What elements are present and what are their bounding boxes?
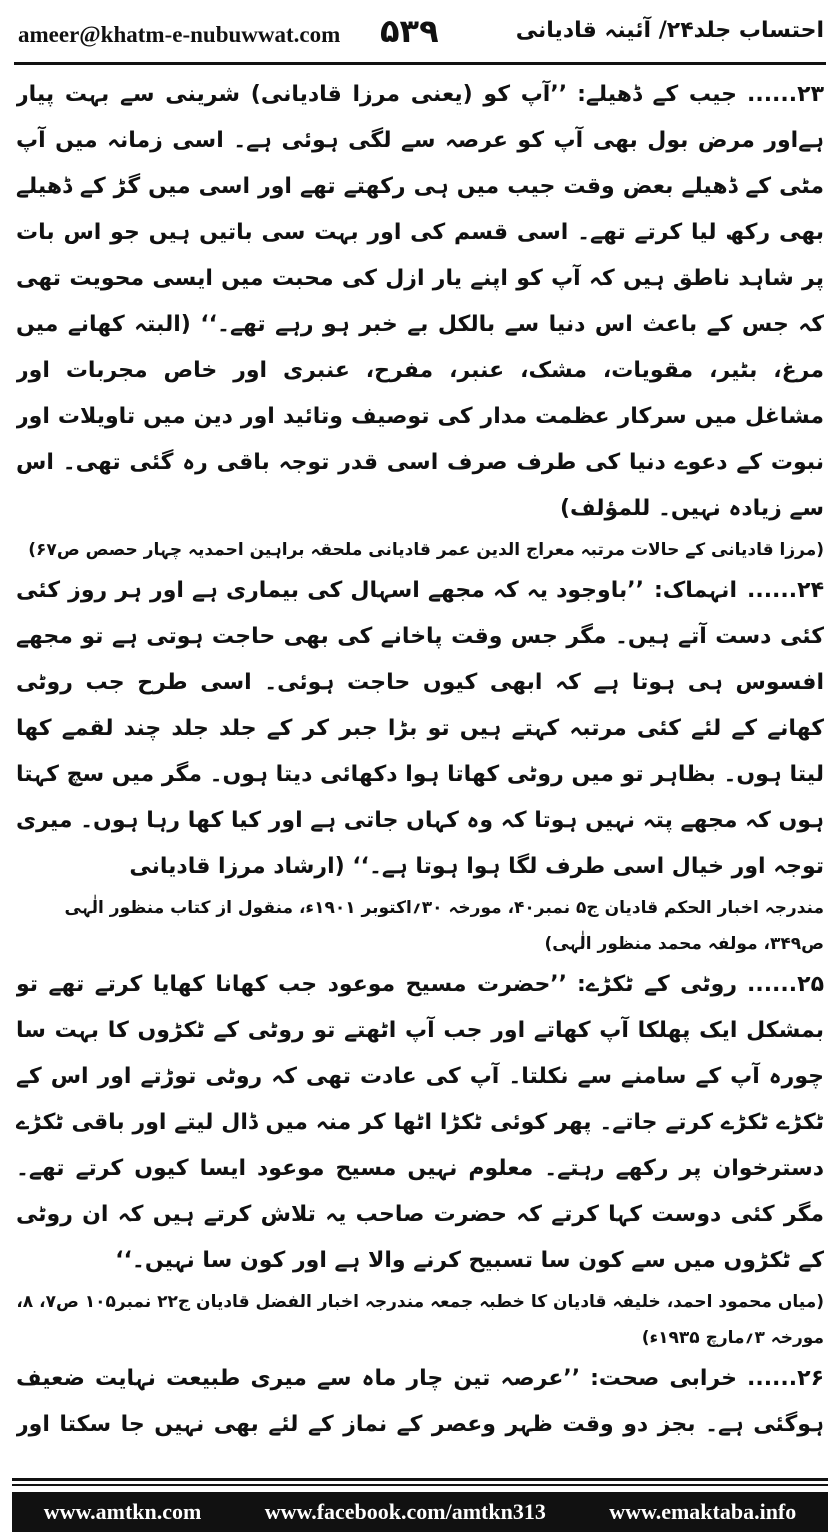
- footer-link-facebook[interactable]: www.facebook.com/amtkn313: [264, 1499, 546, 1524]
- section-number: ۲۵......: [746, 972, 824, 997]
- section-text: ’’باوجود یہ کہ مجھے اسہال کی بیماری ہے اور ہر روز کئی کئی دست آتے ہیں۔ مگر جس وقت پاخانے کی بھی حاجت ہوتی ہے تو مجھے افسوس ہی ہوتا ہے کہ ابھی کیوں حاجت ہوئی۔ اسی طرح جب روٹی کھانے کے لئے کئی مرتبہ کہتے ہیں تو بڑا جبر کر کے جلد جلد چند لقمے کھا لیتا ہوں۔ بظاہر تو میں روٹی کھاتا ہوا دکھائی دیتا ہوں۔ مگر میں سچ کہتا ہوں کہ مجھے پتہ نہیں ہوتا کہ وہ کہاں جاتی ہے اور کیا کھا رہا ہوں۔ میری توجہ اور خیال اسی طرف لگا ہوا ہوتا ہے۔‘‘ (ارشاد مرزا قادیانی: [16, 578, 824, 879]
- section-heading: روٹی کے ٹکڑے:: [577, 972, 737, 997]
- section-paragraph: [16, 1356, 824, 1452]
- section-number: ۲۶......: [746, 1366, 824, 1391]
- footer-rule: [12, 1478, 828, 1481]
- page-footer: [0, 1478, 840, 1540]
- section-number: ۲۳......: [746, 82, 824, 107]
- footer-links-bar: [12, 1492, 828, 1532]
- page-number: ۵۳۹: [380, 12, 439, 50]
- section-heading: خرابی صحت:: [590, 1366, 737, 1391]
- footer-rule-thin: [12, 1484, 828, 1486]
- section-paragraph: [16, 72, 824, 532]
- section-heading: انہماک:: [653, 578, 737, 603]
- section-reference: (میاں محمود احمد، خلیفہ قادیان کا خطبہ جمعہ مندرجہ اخبار الفضل قادیان ج۲۲ نمبر۱۰۵ ص۷، ۸، مورخہ ۳؍مارچ ۱۹۳۵ء): [16, 1292, 824, 1348]
- section-text: ’’آپ کو (یعنی مرزا قادیانی) شرینی سے بہت پیار ہےاور مرض بول بھی آپ کو عرصہ سے لگی ہوئی ہے۔ اسی زمانہ میں آپ مٹی کے ڈھیلے بعض وقت جیب میں ہی رکھتے تھے اور اسی میں گڑ کے ڈھیلے بھی رکھ لیا کرتے تھے۔ اسی قسم کی اور بہت سی باتیں ہیں جو اس بات پر شاہد ناطق ہیں کہ آپ کو اپنے یار ازل کی محبت میں ایسی محویت تھی کہ جس کے باعث اس دنیا سے بالکل بے خبر ہو رہے تھے۔‘‘ (البتہ کھانے میں مرغ، بٹیر، مقویات، مشک، عنبر، مفرح، عنبری اور خاص مجربات اور مشاغل میں سرکار عظمت مدار کی توصیف وتائید اور دین میں تاویلات اور نبوت کے دعوے دنیا کی طرف صرف اسی قدر توجہ باقی رہ گئی تھی۔ اس سے زیادہ نہیں۔ للمؤلف): [16, 82, 824, 521]
- section-reference: (مرزا قادیانی کے حالات مرتبہ معراج الدین عمر قادیانی ملحقہ براہین احمدیہ چہار حصص ص۶۷): [28, 540, 824, 560]
- section-heading: جیب کے ڈھیلے:: [577, 82, 737, 107]
- section-text: ’’حضرت مسیح موعود جب کھانا کھایا کرتے تھے تو بمشکل ایک پھلکا آپ کھاتے اور جب آپ اٹھتے تو روٹی کے ٹکڑوں کا بہت سا چورہ آپ کے سامنے سے نکلتا۔ آپ کی عادت تھی کہ روٹی توڑتے اور اس کے ٹکڑے ٹکڑے کرتے جاتے۔ پھر کوئی ٹکڑا اٹھا کر منہ میں ڈال لیتے اور باقی ٹکڑے دسترخوان پر رکھے رہتے۔ معلوم نہیں مسیح موعود ایسا کیوں کرتے تھے۔ مگر کئی دوست کہا کرتے کہ حضرت صاحب یہ تلاش کرتے ہیں کہ ان روٹی کے ٹکڑوں میں سے کون سا تسبیح کرنے والا ہے اور کون سا نہیں۔‘‘: [16, 972, 824, 1273]
- section-paragraph: [16, 962, 824, 1284]
- page-body: [16, 72, 824, 1452]
- section-number: ۲۴......: [746, 578, 824, 603]
- section-reference: مندرجہ اخبار الحکم قادیان ج۵ نمبر۴۰، مورخہ ۳۰؍اکتوبر ۱۹۰۱ء، منقول از کتاب منظور الٰہی ص۳۴۹، مولفہ محمد منظور الٰہی): [64, 898, 824, 954]
- running-title: احتساب جلد۲۴/ آئینہ قادیانی: [515, 18, 824, 43]
- footer-link-emaktaba[interactable]: www.emaktaba.info: [609, 1499, 797, 1524]
- section-text: ’’عرصہ تین چار ماہ سے میری طبیعت نہایت ضعیف ہوگئی ہے۔ بجز دو وقت ظہر وعصر کے نماز کے لئے بھی نہیں جا سکتا اور: [16, 1366, 824, 1437]
- page-header: [0, 0, 840, 68]
- section-paragraph: [16, 568, 824, 890]
- header-email: ameer@khatm-e-nubuwwat.com: [18, 22, 341, 47]
- footer-link-amtkn[interactable]: www.amtkn.com: [43, 1499, 202, 1524]
- header-rule: [14, 62, 826, 65]
